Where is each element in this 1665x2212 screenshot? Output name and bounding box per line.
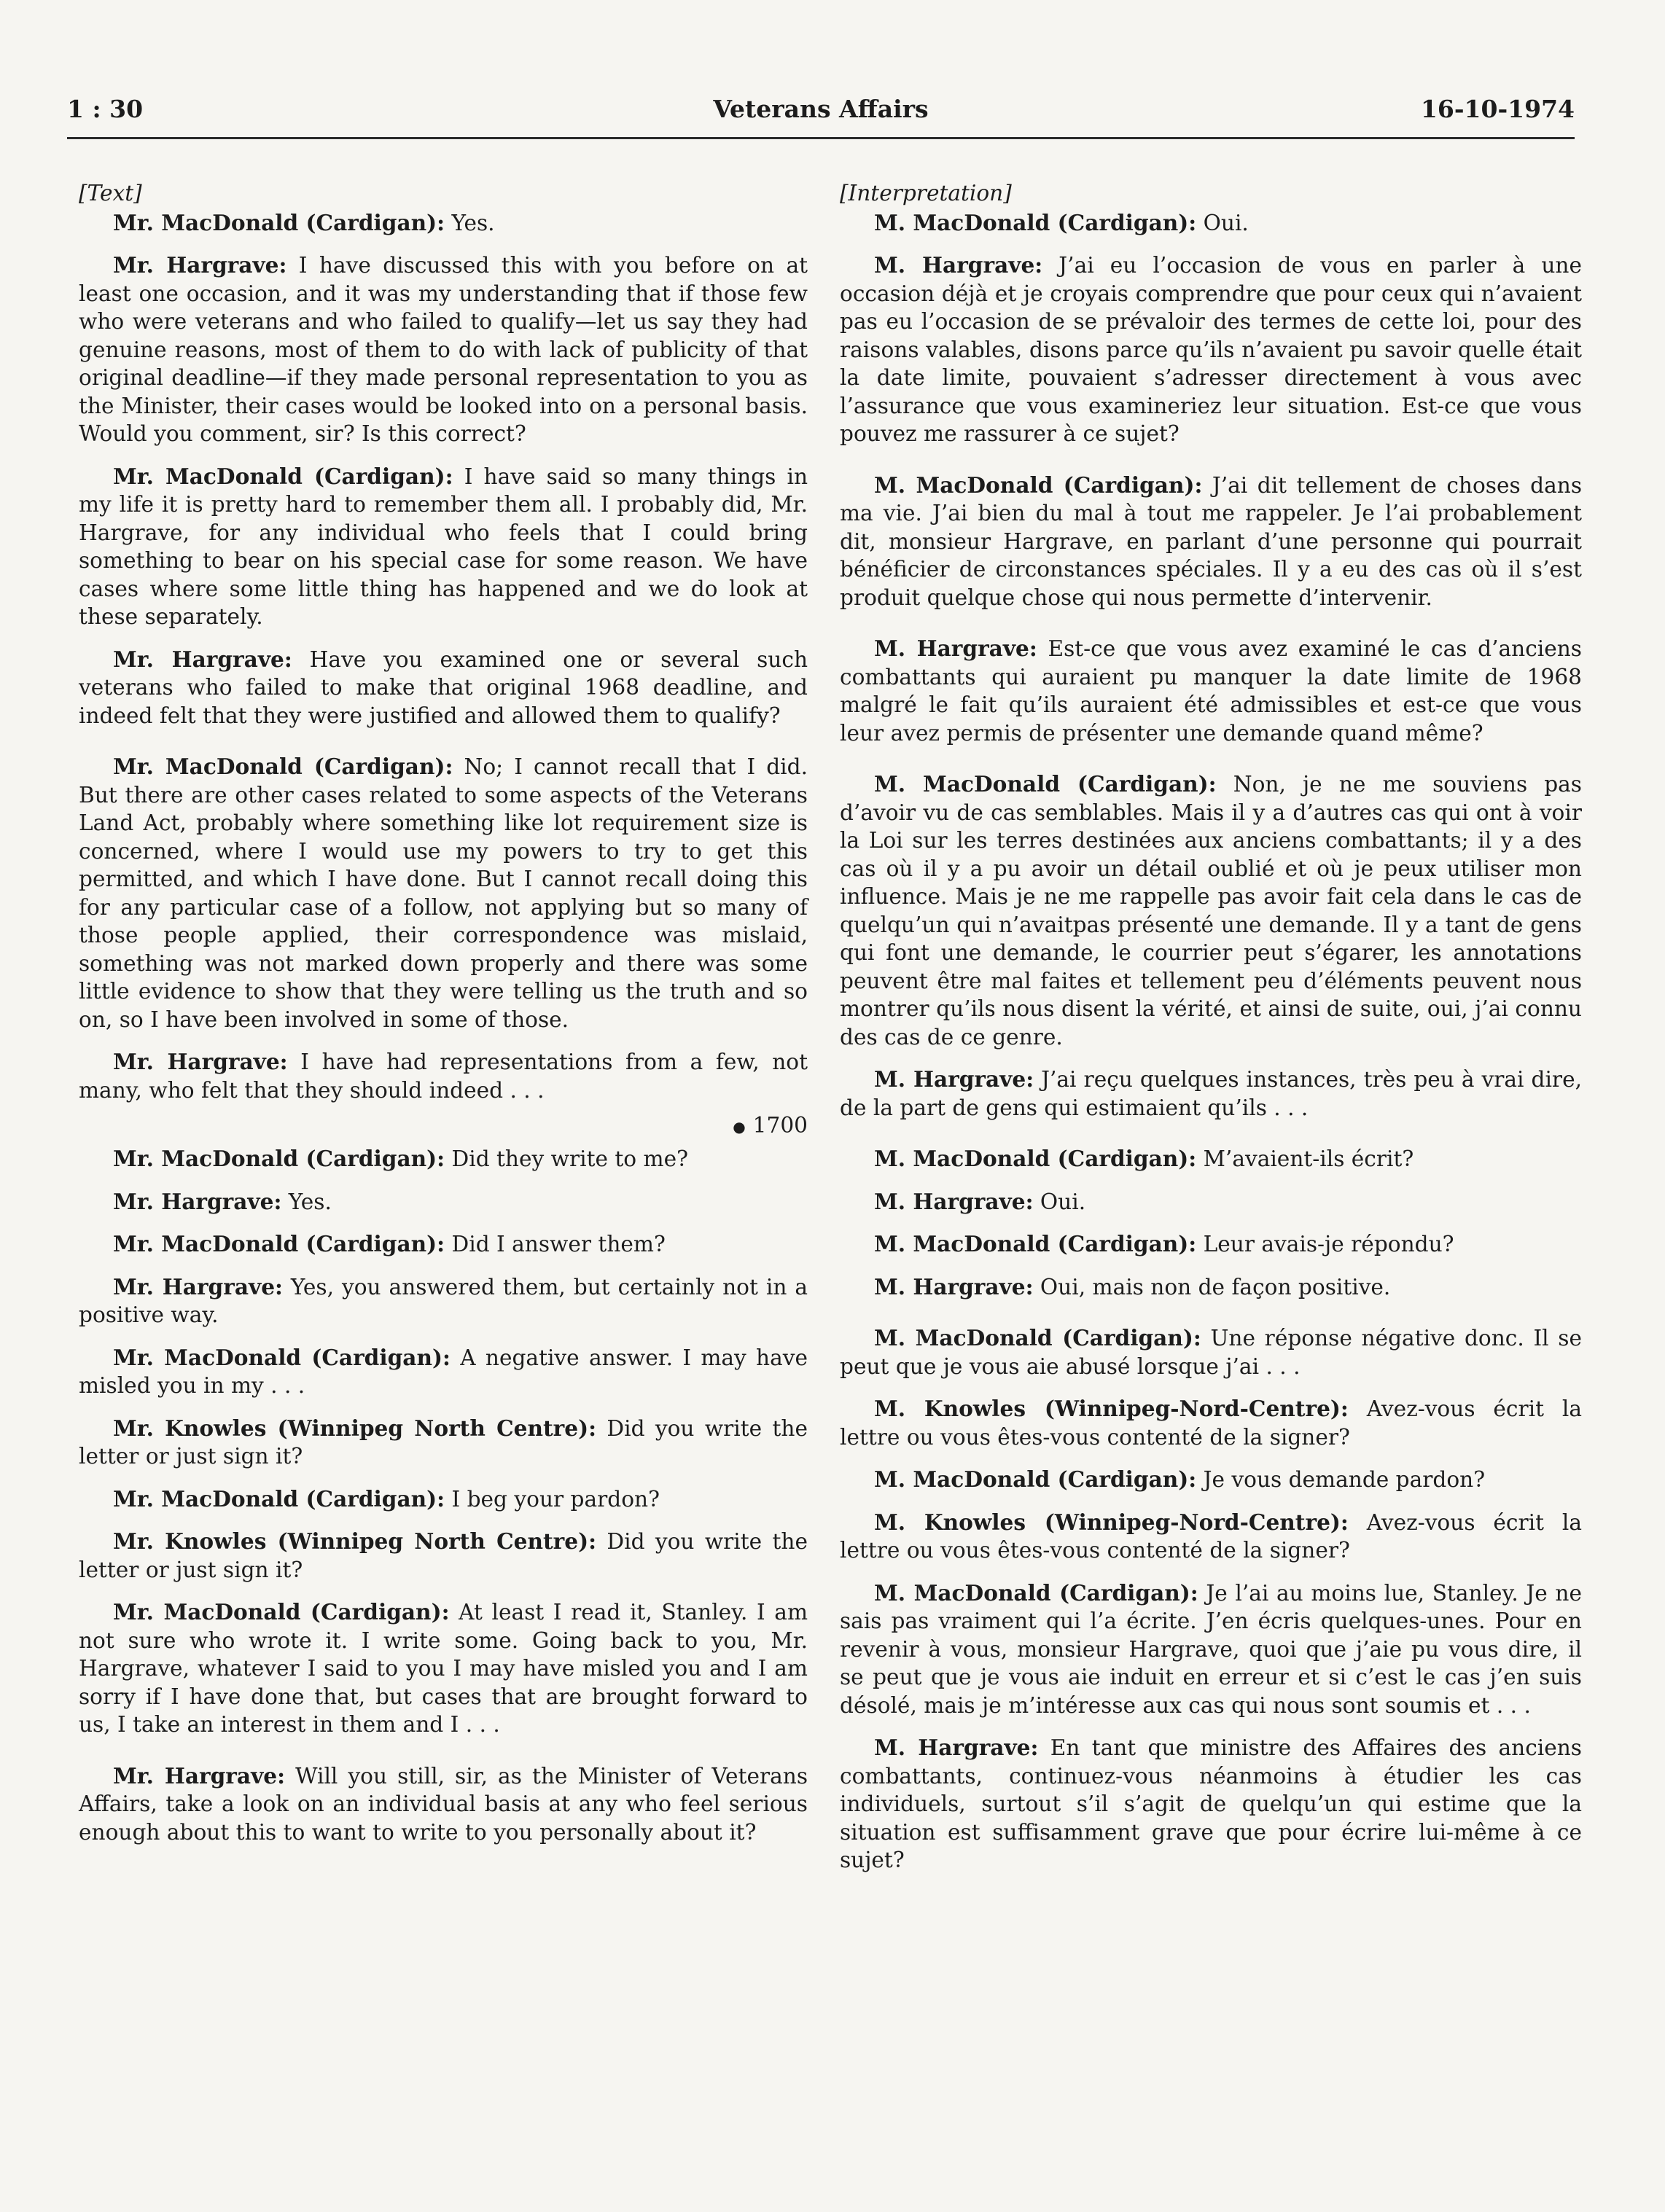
paragraph xyxy=(79,1230,808,1259)
speech-text: Oui. xyxy=(1033,1189,1086,1214)
left-column xyxy=(79,179,808,1861)
speaker-name: Mr. Hargrave: xyxy=(113,1188,282,1214)
speech-text: Oui, mais non de façon positive. xyxy=(1033,1274,1391,1300)
speaker-name: M. MacDonald (Cardigan): xyxy=(874,1325,1201,1351)
paragraph xyxy=(840,635,1582,747)
paragraph xyxy=(840,251,1582,448)
speech-text: Est-ce que vous avez examiné le cas d’anciens combattants qui auraient pu manquer la date limite de 1968 malgré le fait qu’ils auraient été admissibles et est-ce que vous leur avez permis de présenter une demande quand même? xyxy=(840,636,1582,746)
interpretation-label: [Interpretation] xyxy=(840,181,1012,206)
speech-text: J’ai reçu quelques instances, très peu à vrai dire, de la part de gens qui estimaient qu’ils . . . xyxy=(840,1067,1582,1120)
speaker-name: Mr. MacDonald (Cardigan): xyxy=(113,1231,445,1257)
speaker-name: M. MacDonald (Cardigan): xyxy=(874,1579,1198,1606)
paragraph xyxy=(840,770,1582,1051)
speech-text: I have had representations from a few, not many, who felt that they should indeed . . . xyxy=(79,1050,808,1103)
paragraph xyxy=(840,1066,1582,1122)
speaker-name: M. MacDonald (Cardigan): xyxy=(874,1231,1197,1257)
speaker-name: Mr. MacDonald (Cardigan): xyxy=(113,754,453,779)
right-column xyxy=(840,179,1582,1889)
speech-text: M’avaient-ils écrit? xyxy=(1196,1146,1414,1171)
paragraph xyxy=(79,1344,808,1400)
speaker-name: Mr. Hargrave: xyxy=(113,646,292,672)
speaker-name: M. MacDonald (Cardigan): xyxy=(874,1146,1197,1171)
paragraph xyxy=(79,1528,808,1584)
paragraph xyxy=(79,753,808,1033)
speaker-name: Mr. Knowles (Winnipeg North Centre): xyxy=(113,1528,597,1555)
paragraph xyxy=(840,1188,1582,1216)
paragraph xyxy=(840,1734,1582,1875)
speaker-name: M. Hargrave: xyxy=(874,1188,1034,1214)
paragraph xyxy=(79,463,808,631)
speech-text: Yes. xyxy=(445,210,495,235)
speech-text: Will you still, sir, as the Minister of Veterans Affairs, take a look on an individual basis at any who feel serious enough about this to want to write to you personally about it? xyxy=(79,1763,808,1845)
speaker-name: M. MacDonald (Cardigan): xyxy=(874,771,1217,797)
paragraph xyxy=(79,251,808,448)
speaker-name: M. Hargrave: xyxy=(874,1273,1034,1300)
speech-text: A negative answer. I may have misled you in my . . . xyxy=(79,1345,808,1399)
paragraph xyxy=(79,1188,808,1216)
speaker-name: Mr. MacDonald (Cardigan): xyxy=(113,1599,450,1625)
paragraph xyxy=(79,1415,808,1471)
paragraph xyxy=(840,1324,1582,1380)
speech-text: Non, je ne me souviens pas d’avoir vu de cas semblables. Mais il y a d’autres cas qui ont à voir la Loi sur les terres destinées aux anciens combattants; il y a des cas où il y a pu avoir un détail oublié et où je peux utiliser mon influence. Mais je ne me rappelle pas avoir fait cela dans le cas de quelqu’un qui n’avaitpas présenté une demande. Il y a tant de gens qui font une demande, le courrier peut s’égarer, les annotations peuvent être mal faites et tellement peu d’éléments peuvent nous montrer qu’ils nous disent la vérité, et ainsi de suite, oui, j’ai connu des cas de ce genre. xyxy=(840,772,1582,1050)
speech-text: I beg your pardon? xyxy=(445,1486,660,1512)
speech-text: Avez-vous écrit la lettre ou vous êtes-vous contenté de la signer? xyxy=(840,1396,1582,1450)
speaker-name: Mr. Knowles (Winnipeg North Centre): xyxy=(113,1415,597,1441)
speaker-name: M. Knowles (Winnipeg-Nord-Centre): xyxy=(874,1509,1349,1535)
paragraph xyxy=(840,1145,1582,1173)
speech-text: En tant que ministre des Affaires des anciens combattants, continuez-vous néanmoins à étudier les cas individuels, surtout s’il s’agit de quelqu’un qui estime que la situation est suffisamment grave que pour écrire lui-même à ce sujet? xyxy=(840,1735,1582,1872)
paragraph xyxy=(840,1579,1582,1720)
bullet-icon: ● xyxy=(733,1117,746,1136)
speech-text: No; I cannot recall that I did. But there are other cases related to some aspects of the Veterans Land Act, probably where something like lot requirement size is concerned, where I would use my powers to try to get this permitted, and which I have done. But I cannot recall doing this for any particular case of a follow, not applying but so many of those people applied, their correspondence was mislaid, something was not marked down properly and there was some little evidence to show that they were telling us the truth and so on, so I have been involved in some of those. xyxy=(79,754,808,1032)
speaker-name: M. MacDonald (Cardigan): xyxy=(874,472,1203,498)
paragraph xyxy=(79,1273,808,1329)
speech-text: Did you write the letter or just sign it? xyxy=(79,1415,808,1469)
speaker-name: M. Knowles (Winnipeg-Nord-Centre): xyxy=(874,1396,1349,1421)
speaker-name: M. Hargrave: xyxy=(874,1735,1039,1760)
header-date: 16-10-1974 xyxy=(1420,95,1575,123)
paragraph xyxy=(840,472,1582,612)
speaker-name: M. MacDonald (Cardigan): xyxy=(874,1466,1197,1492)
running-title: Veterans Affairs xyxy=(713,95,929,123)
paragraph xyxy=(79,1598,808,1739)
speech-text: Have you examined one or several such veterans who failed to make that original 1968 deadline, and indeed felt that they were justified and allowed them to qualify? xyxy=(79,646,808,728)
paragraph xyxy=(840,1273,1582,1302)
speech-text: Leur avais-je répondu? xyxy=(1196,1232,1454,1257)
paragraph xyxy=(79,646,808,730)
speech-text: Did I answer them? xyxy=(445,1232,666,1257)
paragraph xyxy=(79,1048,808,1104)
text-label: [Text] xyxy=(79,181,142,206)
speaker-name: M. Hargrave: xyxy=(874,636,1037,661)
paragraph xyxy=(840,209,1582,238)
speaker-name: Mr. MacDonald (Cardigan): xyxy=(113,463,453,489)
speaker-name: Mr. Hargrave: xyxy=(113,1049,288,1074)
speaker-name: Mr. MacDonald (Cardigan): xyxy=(113,1485,445,1512)
paragraph xyxy=(840,1395,1582,1451)
paragraph xyxy=(840,1509,1582,1565)
speech-text: Oui. xyxy=(1196,210,1249,235)
paragraph xyxy=(840,1466,1582,1494)
speech-text: Yes, you answered them, but certainly not in a positive way. xyxy=(79,1274,808,1328)
speaker-name: M. Hargrave: xyxy=(874,1066,1034,1092)
speech-text: Did you write the letter or just sign it? xyxy=(79,1529,808,1582)
paragraph xyxy=(840,1230,1582,1259)
paragraph xyxy=(79,1145,808,1173)
time-marker xyxy=(79,1111,808,1141)
speech-text: J’ai eu l’occasion de vous en parler à une occasion déjà et je croyais comprendre que pour ceux qui n’avaient pas eu l’occasion de se prévaloir des termes de cette loi, pour des raisons valables, disons parce qu’ils n’avaient pu savoir quelle était la date limite, pouvaient s’adresser directement à vous avec l’assurance que vous examineriez leur situation. Est-ce que vous pouvez me rassurer à ce sujet? xyxy=(840,253,1583,446)
time-marker-text: 1700 xyxy=(752,1113,808,1138)
speaker-name: Mr. Hargrave: xyxy=(113,252,287,278)
speaker-name: M. Hargrave: xyxy=(874,252,1043,278)
speaker-name: Mr. MacDonald (Cardigan): xyxy=(113,209,445,235)
speaker-name: Mr. MacDonald (Cardigan): xyxy=(113,1344,451,1370)
speaker-name: Mr. Hargrave: xyxy=(113,1273,283,1300)
speech-text: Je l’ai au moins lue, Stanley. Je ne sais pas vraiment qui l’a écrite. J’en écris quelques-unes. Pour en revenir à vous, monsieur Hargrave, quoi que j’aie pu vous dire, il se peut que je vous aie induit en erreur et si c’est le cas j’en suis désolé, mais je m’intéresse aux cas qui nous sont soumis et . . . xyxy=(840,1580,1582,1718)
speech-text: J’ai dit tellement de choses dans ma vie. J’ai bien du mal à tout me rappeler. Je l’ai probablement dit, monsieur Hargrave, en parlant d’une personne qui pourrait bénéficier de circonstances spéciales. Il y a eu des cas où il s’est produit quelque chose qui nous permette d’intervenir. xyxy=(840,472,1582,610)
speech-text: Une réponse négative donc. Il se peut que je vous aie abusé lorsque j’ai . . . xyxy=(840,1326,1583,1379)
speech-text: Avez-vous écrit la lettre ou vous êtes-vous contenté de la signer? xyxy=(840,1509,1582,1563)
paragraph xyxy=(79,1762,808,1847)
speech-text: Je vous demande pardon? xyxy=(1196,1467,1486,1492)
speech-text: Did they write to me? xyxy=(445,1146,688,1172)
speaker-name: Mr. Hargrave: xyxy=(113,1762,286,1789)
speaker-name: Mr. MacDonald (Cardigan): xyxy=(113,1146,445,1172)
page-number: 1 : 30 xyxy=(67,95,144,123)
paragraph xyxy=(79,209,808,238)
speech-text: I have said so many things in my life it is pretty hard to remember them all. I probably did, Mr. Hargrave, for any individual who feels that I could bring something to bear on his special case for some reason. We have cases where some little thing has happened and we do look at these separately. xyxy=(79,464,808,629)
speech-text: I have discussed this with you before on at least one occasion, and it was my understanding that if those few who were veterans and who failed to qualify—let us say they had genuine reasons, most of them to do with lack of publicity of that original deadline—if they made personal representation to you as the Minister, their cases would be looked into on a personal basis. Would you comment, sir? Is this correct? xyxy=(79,253,808,446)
speaker-name: M. MacDonald (Cardigan): xyxy=(874,209,1197,235)
page-header xyxy=(67,93,1575,139)
speech-text: Yes. xyxy=(281,1189,332,1214)
paragraph xyxy=(79,1485,808,1514)
speech-text: At least I read it, Stanley. I am not sure who wrote it. I write some. Going back to you, Mr. Hargrave, whatever I said to you I may have misled you and I am sorry if I have done that, but cases that are brought forward to us, I take an interest in them and I . . . xyxy=(79,1600,808,1738)
